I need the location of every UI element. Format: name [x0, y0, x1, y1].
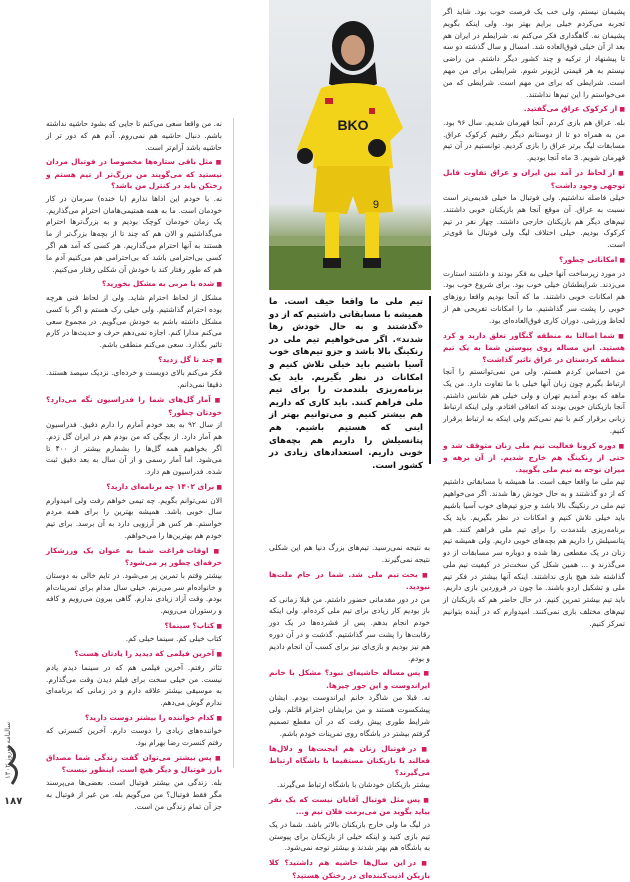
interview-answer: تیم ملی ما واقعا حیف است. ما همیشه با مسابقاتی داشتیم که از دو گذشتند و به حال خودش رها شدند. اگر می‌خواهیم تیم ملی در رنکینگ بالا باشد و جزو تیم‌های خوب آسیا باشیم باید خیلی تلاش کنیم و امکانات در نظر بگیریم. باید یک برنامه‌ریزی بلندمدت را برای تیم ملی فراهم کنند. هم پتانسیلش را داریم هم بچه‌های خوبی داریم. ولی همیشه تیم زنان در یک مقطعی رها شده و دوباره سر مسابقات از دو می‌گذرند و ... همین شکل کن سخت‌تر در کیفیت تیم ملی گذاشته شد هیچ بازی نداشتند. اینکه آنها بیشتر در فکر تیم ملی و تشکیل اردو باشند. ما چون در فروردین بازی داریم. باید تیم بیشتر تمرین کنیم. در حال حاضر هم که بازیکنان از تیم‌های مختلف بازی نمی‌کنند. امیدوارم که در آینده بتوانیم تمرکز کنیم.: [443, 477, 625, 628]
interview-question: ■ در فوتبال زنان هم ایجنت‌ها و دلال‌ها فعالند یا بازیکنان مستقیما با باشگاه ارتباط می‌گیرند؟: [269, 743, 430, 779]
interview-question: ■ امکاناتی چطور؟: [443, 254, 625, 267]
interview-question: ■ اوقات فراغت شما به عنوان یک ورزشکار حرفه‌ای چطور پر می‌شود؟: [46, 545, 222, 569]
interview-question: ■ پس مساله حاشیه‌ای نبود؟ مشکل با خانم ایراندوست و این جور چیزها.: [269, 667, 430, 691]
interview-answer: از سال ۹۲ به بعد خودم آمارم را دارم دقیق. فدراسیون هم آمار دارد. از بچگی که من بودم هم در ایران گل زدم. اگر بخواهیم همه گل‌ها را بشمارم بیشتر از ۴۰۰ تا می‌شود. اما آمار رسمی و از آن سال به بعد دقیق ثبت شده. فدراسیون هم دارد.: [46, 420, 222, 477]
interview-answer: پشیمان نیستم، ولی خب یک فرصت خوب بود. شاید اگر تجربه می‌کردم خیلی برایم بهتر بود. ولی اینکه بگویم پشیمان نه. گاهگداری فکر می‌کنم نه. شرایطم در ایران هم بعد از آن خیلی فوق‌العاده شد. امسال و سال گذشته دو سه تا پیشنهاد از ترکیه و چند کشور دیگر داشتم. من راضی نیستم به هر قیمتی لژیونر شوم. شرایطی برای من مهم است. شرایطی که برای من مهم است. شرایطی که من می‌خواستم را این تیم‌ها نداشتند.: [443, 7, 625, 99]
interview-question: ■ دوره کرونا فعالیت تیم ملی زنان متوقف شد و حتی از رنکینگ هم خارج شدیم. از آن برهه و میزان توجه به تیم ملی بگویید.: [443, 440, 625, 476]
interview-answer: نه. با خودم این اداها ندارم (با خنده) سرمان در کار خودمان است. ما به همه همتیمی‌هامان احترام می‌گذاریم. یک زمان خودمان کوچک بودیم و به بزرگ‌ترها احترام می‌گذاشتیم و الان هم که چند تا از بچه‌ها بزرگ‌تر از ما هستند به آنها احترام می‌گذاریم. هر کسی که آمد هم اگر کسی بی‌احترامی باشد که بی‌احترامی هم می‌کنیم آدم ما هم که طور رفتار کند با خودش آن شکلی رفتار می‌کنیم.: [46, 193, 222, 274]
interview-answer: من در دور مقدماتی حضور داشتم. من قبلا زمانی که باز بودیم کار زیادی برای تیم ملی کرده‌ام. ولی اینکه خودم انجام بدهم. پس از فشرده‌ها در یک دور رقابت‌ها را پشت سر گذاشتیم. گذشت و در آن دوره هم نیز بودیم و بازی‌ای نیز برای کسب آن انجام دادیم و بودم.: [269, 594, 430, 663]
interview-question: ■ کدام خواننده را بیشتر دوست دارید؟: [46, 712, 222, 725]
interview-question: ■ پس مثل فوتبال آقایان نیست که یک نفر بیاید بگوید من می‌برمت فلان تیم و...: [269, 794, 430, 818]
interview-answer: بیشتر وقتم با تمرین پر می‌شود. در تایم خالی به دوستان و خانواده‌ام سر می‌زنم. خیلی سال مدام برای تمرینات‌ام بودم. وقت آزاد زیادی ندارم. گاهی بیرون می‌رویم و کافه و رستوران می‌رویم.: [46, 570, 222, 616]
interview-answer: تئاتر رفتم. آخرین فیلمی هم که در سینما دیدم یادم نیست. من خیلی سخت برای فیلم دیدن وقت می‌گذارم. به موسیقی بیشتر علاقه دارم و در زمانی که برنامه‌ای ندارم گوش می‌دهم.: [46, 662, 222, 708]
interview-question: ■ در این سال‌ها حاشیه هم داشتید؟ کلا بازیکن اذیت‌کننده‌ای در رختکن هستید؟: [269, 857, 430, 881]
interview-answer: بله. زندگی من بیشتر فوتبال است. بعضی‌ها می‌پرسند مگر فقط فوتبال؟ من می‌گویم بله. من غیر از فوتبال به جز آن تمام زندگی من است.: [46, 777, 222, 811]
interview-answer: مشکل از لحاظ احترام شاید. ولی از لحاظ فنی هرچه بوده احترام گذاشتیم. ولی خیلی رک هستم و اگر با کسی مشکل داشته باشم به خودش می‌گویم. در مجموع سعی می‌کنم مدارا کنم. اجازه نمی‌دهم حرف و حدیث‌ها در کارم تاثیر بگذارد. سعی می‌کنم منطقی باشم.: [46, 292, 222, 350]
interview-question: ■ پس بیشتر می‌توان گفت زندگی شما مصداق بارز فوتبال و دیگر هیچ است. اینطور نیست؟: [46, 752, 222, 776]
interview-question: ■ برای ۱۴۰۲ چه برنامه‌ای دارید؟: [46, 481, 222, 494]
interview-answer: خیلی فاصله نداشتیم. ولی فوتبال ما خیلی قدیمی‌تر است نسبت به عراق. آن موقع آنجا هم بازیکنان خوبی داشتند. تیم‌های دیگر هم بازیکنان خارجی داشتند. چهار نفر در تیم کرکوک بودیم. خیلی اختلاف لیگ ولی فوتبال ما قوی‌تر است.: [443, 193, 625, 250]
interview-question: ■ بحث تیم ملی شد. شما در جام ملت‌ها نبودید.: [269, 569, 430, 593]
interview-question: ■ از لحاظ در آمد بین ایران و عراق تفاوت قابل توجهی وجود داشت؟: [443, 167, 625, 191]
article-column-right: [443, 6, 625, 633]
interview-answer: بله. عراق هم بازی کردم. آنجا قهرمان شدیم. سال ۹۶ بود. من به همراه دو تا از دوستانم دیگر رفتیم کرکوک عراق. مسابقات لیگ برتر عراق را بازی کردیم. توانستیم در آن تیم قهرمان شویم. 3 ماه آنجا بودیم.: [443, 117, 625, 163]
interview-answer: الان نمی‌توانم بگویم. چه تیمی خواهم رفت ولی امیدوارم سال خوبی باشد. همیشه بهترین را برای همه مردم خواستم. هر کس هر آرزویی دارد به آن برسد. برای تیم خودم هم بهترین‌ها را می‌خواهم.: [46, 495, 222, 540]
shirt-number: 9: [372, 199, 379, 211]
player-photo: [269, 0, 431, 290]
article-column-middle: [269, 542, 430, 882]
interview-answer: بیشتر بازیکنان خودشان با باشگاه ارتباط می‌گیرند.: [276, 780, 430, 790]
interview-question: ■ چند تا گل زدید؟: [46, 354, 222, 367]
page-number: ۱۸۷: [4, 796, 23, 807]
interview-answer: کتاب خیلی کم. سینما خیلی کم.: [125, 634, 222, 644]
column-divider: [233, 118, 234, 768]
interview-question: ■ آمار گل‌های شما را فدراسیون نگه می‌دارد؟ خودتان چطور؟: [46, 394, 222, 418]
interview-answer: در لیگ ما ولی خارج بازیکنان بالاتر باشد. شما در یک تیم بازی کنید و اینکه خیلی از بازیکنان برای پیوستن به باشگاه هم بهتر شدند و بیشتر توجه نمی‌شود.: [269, 819, 430, 853]
interview-question: ■ آخرین فیلمی که دیدید را یادتان هست؟: [46, 648, 222, 661]
interview-answer: فکر می‌کنم بالای دویست و خرده‌ای. نزدیک سیصد هستند. دقیقا نمی‌دانم.: [46, 368, 222, 390]
interview-question: ■ شما اصالتا به منطقه گنگاور تعلق دارید و کرد هستید. این مساله روی پیوستن شما به یک تیم منطقه کردستان در عراق تاثیر گذاشت؟: [443, 330, 625, 366]
interview-answer: نه. من واقعا سعی می‌کنم تا جایی که بشود حاشیه نداشته باشم. دنبال حاشیه هم نمی‌روم. آدم هم که دور تر از حاشیه باشد آرام‌تر است.: [46, 119, 222, 152]
shirt-sponsor: BKO: [337, 117, 369, 133]
interview-question: ■ مثل باقی ستاره‌ها مخصوصا در فوتبال مردان نیستید که می‌گویند من بزرگ‌تر از تیم هستم و رختکن باید در کنترل من باشد؟: [46, 156, 222, 192]
interview-question: ■ کتاب؟ سینما؟: [46, 620, 222, 633]
interview-question: ■ شده با مربی به مشکل بخورید؟: [46, 278, 222, 291]
interview-answer: من احساس کردم هستم. ولی من نمی‌توانستم را آنجا ارتباط بگیرم چون زبان آنها خیلی با ما تفاوت دارد. من یک ماهه که بودم آمدیم تهران و ولی خیلی هم شانس داشتم. آنجا بازیکنان خوبی بودند که اتفاقی افتادم. ولی اینکه ارتباط زبانی برقرار کنم با تیم نمی‌کنم ولی اینکه به ارتباط برقرار کنیم.: [443, 367, 625, 436]
article-column-left: [46, 118, 222, 815]
issue-label: سالنامه نوروز ۱۴۰۲: [4, 722, 12, 780]
pull-quote: تیم ملی ما واقعا حیف است. ما همیشه با مسابقاتی داشتیم که از دو «گذشتند و به حال خودش رها شدند». اگر می‌خواهیم تیم ملی در رنکینگ بالا باشد و جزو تیم‌های خوب آسیا باشیم باید خیلی تلاش کنیم و امکانات در نظر بگیریم. باید یک برنامه‌ریزی بلندمدت را برای تیم ملی فراهم کنند. باید کاری که داریم هم بیشتر کنیم و می‌توانیم بهتر از اینی که هستیم باشیم. هم پتانسیلش را داریم هم بچه‌های خوبی داریم. استعدادهای زیادی در کشور است.: [269, 296, 431, 464]
interview-answer: در مورد زیرساخت آنها خیلی به فکر بودند و داشتند استارت می‌زدند. شرایطشان خیلی خوب بود. برای شروع خوب بود. هم امکانات خوبی داشتند. ما که آنجا بودیم واقعا روزهای خوبی را پشت سر گذاشتیم. ما را امکانات تفریحی هم از لحاظ ورزشی. دوران کاری فوق‌العاده‌ای بود.: [443, 268, 625, 325]
interview-answer: نه. قبلا من شاگرد خانم ایراندوست بودم. ایشان پیشکسوت هستند و من برایشان احترام قائلم. ولی شرایط طوری پیش رفت که در آن مقطع تصمیم گرفتم بیشتر در باشگاه روی تمرینات خودم باشم.: [269, 693, 430, 738]
interview-answer: خواننده‌های زیادی را دوست دارم. آخرین کنسرتی که رفتم کنسرت رضا بهرام بود.: [46, 726, 222, 748]
player-illustration: [269, 0, 431, 290]
interview-answer: به نتیجه نمی‌رسید. تیم‌های بزرگ دنیا هم این شکلی نتیجه نمی‌گیرند.: [269, 543, 430, 564]
interview-question: ■ از کرکوک عراق می‌گفتید.: [443, 103, 625, 116]
